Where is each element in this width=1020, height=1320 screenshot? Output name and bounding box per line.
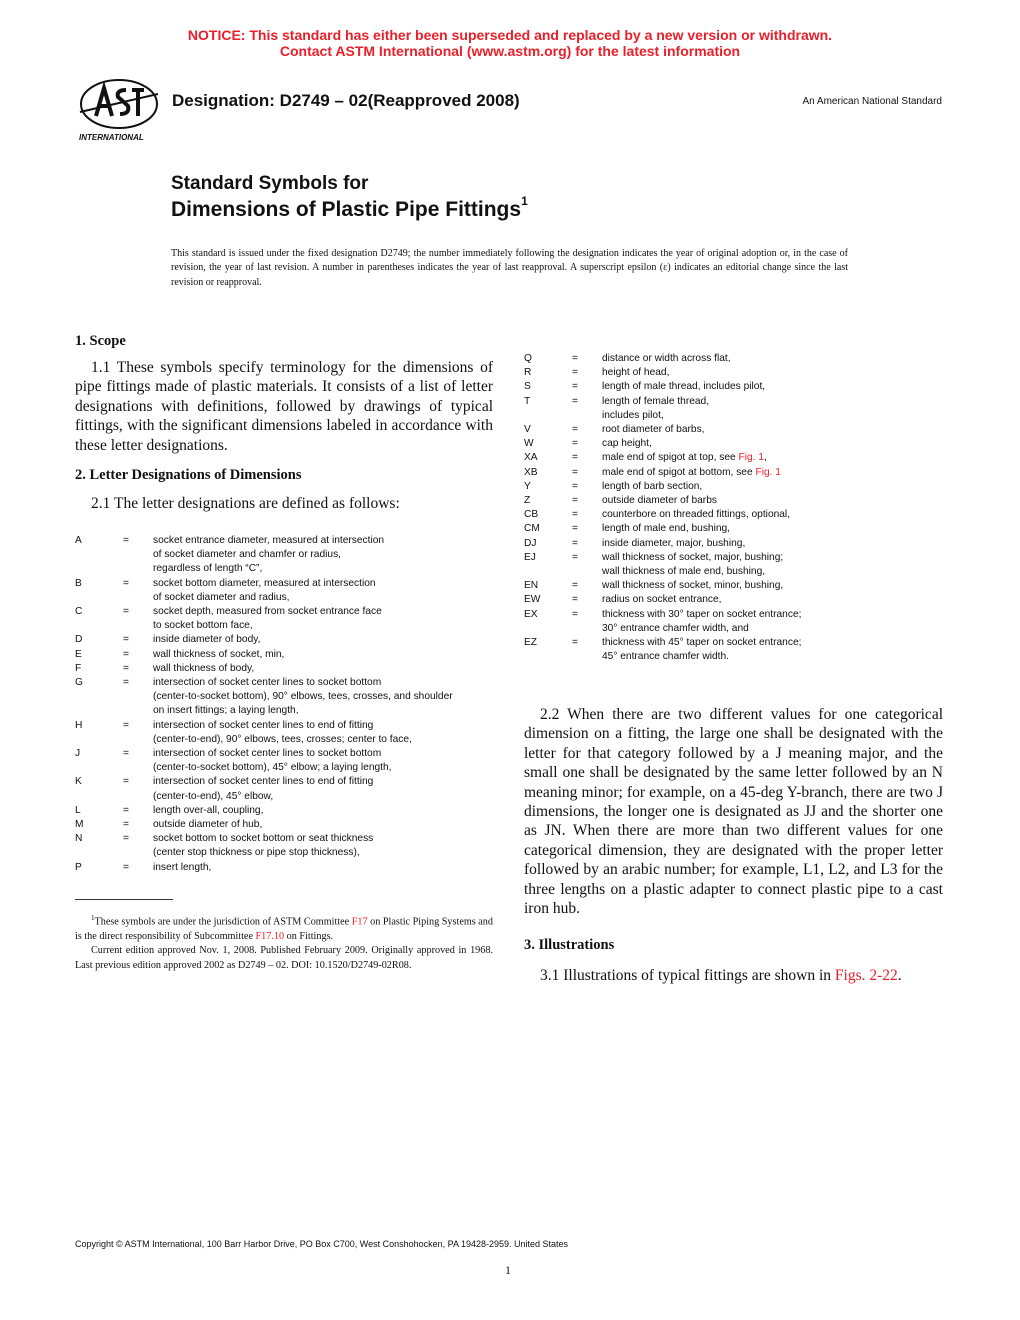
definition-line (602, 636, 944, 650)
definition-row (524, 352, 944, 366)
definition-letter: M (75, 819, 84, 831)
definition-text (153, 861, 505, 875)
definition-line-text: inside diameter of body, (153, 634, 261, 646)
copyright: Copyright © ASTM International, 100 Barr Harbor Drive, PO Box C700, West Conshohocken, PA 19428-2959. United States (75, 1239, 569, 1249)
definition-line (153, 704, 505, 718)
definition-line-text: (center stop thickness or pipe stop thickness), (153, 847, 360, 859)
footnote-paragraph-2: Current edition approved Nov. 1, 2008. Published February 2009. Originally approved in 1968. Last previous edition approved 2002 as D2749 – 02. DOI: 10.1520/D2749-02R08. (75, 945, 493, 971)
definition-line (602, 437, 944, 451)
definition-equals: = (572, 537, 578, 549)
definition-text (153, 818, 505, 832)
definition-letter: EJ (524, 551, 536, 563)
definition-letter: J (75, 748, 81, 760)
definition-letter: Z (524, 495, 531, 507)
definition-text (602, 593, 944, 607)
definition-line-text: outside diameter of hub, (153, 819, 263, 831)
definition-letter: XA (524, 452, 538, 464)
section-3-text: 3.1 Illustrations of typical fittings are shown in (540, 967, 835, 984)
definition-letter: W (524, 438, 534, 450)
notice-line-2: Contact ASTM International (www.astm.org) for the latest information (279, 43, 741, 59)
definition-text (602, 608, 944, 636)
definition-row (75, 747, 505, 775)
definition-text (153, 605, 505, 633)
definition-row (524, 551, 944, 579)
definition-text (153, 534, 505, 577)
footnote-divider (75, 899, 173, 900)
definition-equals: = (572, 367, 578, 379)
definition-text (602, 480, 944, 494)
title-line-1: Standard Symbols for (171, 173, 369, 194)
definition-equals: = (123, 748, 129, 760)
definition-letter: A (75, 535, 82, 546)
definition-line-text: includes pilot, (602, 409, 664, 421)
definition-letter: C (75, 606, 83, 618)
definition-letter: L (75, 804, 81, 816)
definition-text (153, 775, 505, 803)
definition-letter: DJ (524, 537, 537, 549)
definition-line-text: intersection of socket center lines to socket bottom (153, 748, 382, 760)
title-line-2-text: Dimensions of Plastic Pipe Fittings (171, 198, 522, 221)
figs-link[interactable]: Figs. 2-22 (834, 967, 898, 984)
definition-text (602, 380, 944, 394)
definition-line-text: (center-to-socket bottom), 45° elbow; a laying length, (153, 762, 392, 774)
definition-equals: = (572, 381, 578, 393)
definition-line (602, 366, 944, 380)
footnote-text-a: These symbols are under the jurisdiction of ASTM Committee (94, 916, 352, 928)
definitions-list-left (75, 534, 505, 875)
notice-line-1: NOTICE: This standard has either been superseded and replaced by a new version or withdrawn. (187, 27, 833, 43)
definition-line-text: male end of spigot at top, see (602, 452, 739, 464)
definition-line-text: to socket bottom face, (153, 620, 253, 632)
preamble: This standard is issued under the fixed designation D2749; the number immediately following the designation indicates the year of original adoption or, in the case of revision, the year of last revision. A number in parentheses indicates the year of last reapproval. A superscript epsilon (ε) indicates an editorial change since the last revision or reapproval. (171, 248, 848, 288)
definition-letter: EX (524, 608, 538, 620)
definition-line-text: radius on socket entrance, (602, 594, 722, 606)
definition-line (153, 733, 505, 747)
definition-line-text: wall thickness of socket, min, (153, 648, 285, 660)
definition-equals: = (123, 677, 129, 689)
definition-line-text: insert length, (153, 861, 212, 873)
definition-line-text: male end of spigot at bottom, see (602, 466, 756, 478)
definition-row (524, 366, 944, 380)
definition-equals: = (123, 606, 129, 618)
definition-line-text: inside diameter, major, bushing, (602, 537, 746, 549)
definition-line-text: outside diameter of barbs (602, 495, 717, 507)
footnote (75, 911, 493, 973)
subcommittee-link[interactable]: F17.10 (255, 930, 285, 942)
definition-line (153, 548, 505, 562)
definition-line (602, 650, 944, 664)
definition-letter: K (75, 776, 82, 788)
definition-text (153, 719, 505, 747)
definition-line-suffix: , (763, 452, 767, 464)
definition-row (75, 676, 505, 719)
definition-text (602, 551, 944, 579)
definition-line (153, 846, 505, 860)
section-2-paragraph-2: 2.2 When there are two different values for one categorical dimension on a fitting, the large one shall be designated with the letter for that category followed by a J meaning major, and the small one shall be designated by the same letter followed by an N meaning minor; for example, on a 45-deg Y-branch, there are two J dimensions, the longer one is designated as JJ and the shorter one as JN. When there are more than two different values for one categorical dimension, they are designated with the proper letter followed by an arabic number; for example, L1, L2, and L3 for the three lengths on a plastic adapter to connect plastic pipe to a cast iron hub. (524, 706, 943, 918)
definition-equals: = (123, 535, 129, 546)
definition-line (153, 577, 505, 591)
definition-line-text: length of barb section, (602, 480, 703, 492)
section-3-heading: 3. Illustrations (524, 937, 615, 953)
definition-line (153, 832, 505, 846)
definition-row (524, 508, 944, 522)
definition-equals: = (572, 480, 578, 492)
footnote-mark: 1 (91, 914, 95, 922)
definition-letter: EW (524, 594, 541, 606)
section-1-heading: 1. Scope (75, 333, 126, 349)
definition-text (153, 676, 505, 719)
definition-equals: = (572, 395, 578, 407)
definition-line (153, 648, 505, 662)
definition-row (75, 719, 505, 747)
definition-text (602, 366, 944, 380)
definition-line (602, 395, 944, 409)
definition-line-text: of socket diameter and chamfer or radius, (153, 549, 341, 561)
definition-line-text: regardless of length “C”, (153, 563, 263, 575)
definition-row (75, 804, 505, 818)
definition-line-text: intersection of socket center lines to end of fitting (153, 719, 374, 731)
definition-line (153, 861, 505, 875)
definition-letter: E (75, 648, 82, 660)
definition-letter: EZ (524, 637, 538, 649)
definition-equals: = (123, 662, 129, 674)
definition-row (524, 593, 944, 607)
definition-line (153, 690, 505, 704)
astm-logo (74, 76, 164, 146)
definition-letter: CM (524, 523, 540, 535)
definition-text (153, 633, 505, 647)
definition-equals: = (572, 438, 578, 450)
definition-text (602, 636, 944, 664)
definition-text (602, 451, 944, 465)
definition-line (602, 494, 944, 508)
definition-equals: = (123, 833, 129, 845)
definition-line (602, 579, 944, 593)
page-number: 1 (505, 1263, 511, 1277)
definition-text (602, 494, 944, 508)
definition-line-text: (center-to-socket bottom), 90° elbows, tees, crosses, and shoulder (153, 691, 453, 703)
definition-line-text: 30° entrance chamfer width, and (602, 622, 749, 634)
definition-line-text: wall thickness of socket, minor, bushing, (602, 580, 784, 592)
definition-row (75, 633, 505, 647)
definition-row (524, 466, 944, 480)
definition-row (75, 775, 505, 803)
definition-text (153, 747, 505, 775)
definition-letter: R (524, 367, 532, 379)
definition-equals: = (572, 452, 578, 464)
definition-line-text: distance or width across flat, (602, 353, 731, 364)
definition-line (153, 662, 505, 676)
definition-line-text: thickness with 45° taper on socket entrance; (602, 637, 802, 649)
committee-link[interactable]: F17 (351, 916, 368, 928)
definition-line-text: socket bottom to socket bottom or seat thickness (153, 833, 374, 845)
section-2-heading: 2. Letter Designations of Dimensions (75, 467, 302, 483)
definition-text (153, 832, 505, 860)
definition-equals: = (572, 608, 578, 620)
definition-line (153, 818, 505, 832)
definition-line (602, 409, 944, 423)
definition-line-text: wall thickness of socket, major, bushing; (602, 551, 784, 563)
definition-row (75, 662, 505, 676)
definition-row (524, 608, 944, 636)
definition-equals: = (572, 580, 578, 592)
definition-letter: D (75, 634, 83, 646)
definition-line (602, 537, 944, 551)
definition-row (75, 534, 505, 577)
definition-text (153, 648, 505, 662)
definition-line (153, 719, 505, 733)
definition-line (602, 522, 944, 536)
definition-row (75, 832, 505, 860)
definition-row (75, 577, 505, 605)
footnote-paragraph-1 (75, 911, 493, 944)
definition-line (602, 608, 944, 622)
definition-text (602, 579, 944, 593)
definition-equals: = (572, 523, 578, 535)
definition-letter: S (524, 381, 531, 393)
definition-line-text: height of head, (602, 367, 670, 379)
definition-text (602, 537, 944, 551)
definition-equals: = (123, 776, 129, 788)
definition-line-text: cap height, (602, 438, 652, 450)
definition-row (524, 579, 944, 593)
definition-line-text: thickness with 30° taper on socket entrance; (602, 608, 802, 620)
definition-line (602, 480, 944, 494)
definition-line (153, 676, 505, 690)
definition-line-text: wall thickness of body, (153, 662, 255, 674)
definition-line (153, 633, 505, 647)
definition-line (153, 804, 505, 818)
definition-text (602, 522, 944, 536)
section-2-paragraph-1: 2.1 The letter designations are defined as follows: (91, 495, 400, 512)
definition-line-text: length of male end, bushing, (602, 523, 731, 535)
definition-text (153, 662, 505, 676)
definition-row (75, 818, 505, 832)
title-footnote-mark: 1 (521, 194, 528, 208)
definition-letter: N (75, 833, 83, 845)
designation: Designation: D2749 – 02(Reapproved 2008) (172, 91, 520, 110)
definition-line-text: socket depth, measured from socket entrance face (153, 606, 382, 618)
definition-equals: = (572, 466, 578, 478)
definition-text (153, 804, 505, 818)
definition-text (602, 423, 944, 437)
definition-letter: B (75, 577, 82, 589)
definition-letter: V (524, 424, 531, 436)
definition-row (524, 494, 944, 508)
definition-text (602, 395, 944, 423)
definition-letter: Q (524, 353, 532, 364)
definition-line-text: socket bottom diameter, measured at intersection (153, 577, 376, 589)
definition-line (602, 451, 944, 465)
definition-line (153, 534, 505, 548)
definition-row (524, 451, 944, 465)
definition-letter: XB (524, 466, 538, 478)
definition-letter: Y (524, 480, 531, 492)
national-standard-label: An American National Standard (802, 96, 942, 107)
definition-equals: = (572, 353, 578, 364)
definition-letter: H (75, 719, 83, 731)
definition-line (602, 380, 944, 394)
notice-banner (0, 27, 1020, 59)
definition-line-text: socket entrance diameter, measured at intersection (153, 535, 385, 546)
section-3-paragraph-1 (540, 966, 943, 985)
definition-line-text: (center-to-end), 90° elbows, tees, crosses; center to face, (153, 733, 412, 745)
definition-line (153, 605, 505, 619)
definition-line (153, 562, 505, 576)
definition-row (75, 605, 505, 633)
definition-line-text: length of male thread, includes pilot, (602, 381, 766, 393)
definition-line (602, 466, 944, 480)
definition-row (524, 537, 944, 551)
definition-letter: P (75, 861, 82, 873)
definition-line (153, 591, 505, 605)
definition-row (524, 380, 944, 394)
definition-line-text: (center-to-end), 45° elbow, (153, 790, 274, 802)
definition-line-text: wall thickness of male end, bushing, (602, 566, 766, 578)
definition-equals: = (123, 634, 129, 646)
definition-equals: = (572, 637, 578, 649)
definition-line-text: intersection of socket center lines to socket bottom (153, 677, 382, 689)
definition-text (602, 352, 944, 366)
definition-line-text: of socket diameter and radius, (153, 591, 290, 603)
definition-row (524, 480, 944, 494)
section-1-paragraph-1: 1.1 These symbols specify terminology for the dimensions of pipe fittings made of plastic materials. It consists of a list of letter designations with definitions, followed by drawings of typical fittings, with the significant dimensions labeled in accordance with these letter designations. (75, 359, 493, 454)
definition-equals: = (123, 804, 129, 816)
definition-equals: = (123, 819, 129, 831)
definition-row (524, 522, 944, 536)
definition-text (602, 437, 944, 451)
definition-letter: EN (524, 580, 539, 592)
footnote-text-b: on Plastic Piping Systems and is the direct responsibility of Subcommittee (75, 916, 493, 942)
definition-text (153, 577, 505, 605)
definition-line (153, 747, 505, 761)
definition-text (602, 466, 944, 480)
fig-link[interactable]: Fig. 1 (738, 452, 764, 464)
definition-row (524, 423, 944, 437)
definition-letter: F (75, 662, 82, 674)
definition-line-text: length of female thread, (602, 395, 710, 407)
definition-line-text: length over-all, coupling, (153, 804, 264, 816)
definition-equals: = (572, 424, 578, 436)
definition-row (75, 648, 505, 662)
definition-equals: = (123, 719, 129, 731)
definition-equals: = (572, 509, 578, 521)
definition-line (602, 352, 944, 366)
definition-line (153, 619, 505, 633)
definition-row (524, 437, 944, 451)
definition-line (153, 761, 505, 775)
definition-line (602, 622, 944, 636)
footnote-text-c: on Fittings. (284, 930, 334, 942)
definition-equals: = (572, 551, 578, 563)
fig-link[interactable]: Fig. 1 (755, 466, 781, 478)
definition-row (524, 636, 944, 664)
definition-letter: G (75, 677, 83, 689)
definition-line-text: root diameter of barbs, (602, 424, 705, 436)
definition-line (153, 775, 505, 789)
definition-line (602, 593, 944, 607)
definition-line-text: intersection of socket center lines to end of fitting (153, 776, 374, 788)
definitions-list-right (524, 352, 944, 664)
definition-line-text: on insert fittings; a laying length, (153, 705, 299, 717)
definition-line (602, 423, 944, 437)
definition-equals: = (572, 495, 578, 507)
definition-equals: = (123, 861, 129, 873)
definition-line (153, 790, 505, 804)
definition-line-text: counterbore on threaded fittings, optional, (602, 509, 791, 521)
definition-line-text: 45° entrance chamfer width. (602, 651, 729, 663)
definition-equals: = (123, 577, 129, 589)
definition-letter: T (524, 395, 531, 407)
definition-equals: = (123, 648, 129, 660)
section-3-suffix: . (897, 967, 902, 984)
definition-line (602, 551, 944, 565)
logo-text: INTERNATIONAL (79, 133, 144, 142)
definition-row (75, 861, 505, 875)
definition-text (602, 508, 944, 522)
definition-line (602, 508, 944, 522)
definition-line (602, 565, 944, 579)
definition-equals: = (572, 594, 578, 606)
title-line-2 (171, 194, 528, 222)
definition-letter: CB (524, 509, 539, 521)
definition-row (524, 395, 944, 423)
